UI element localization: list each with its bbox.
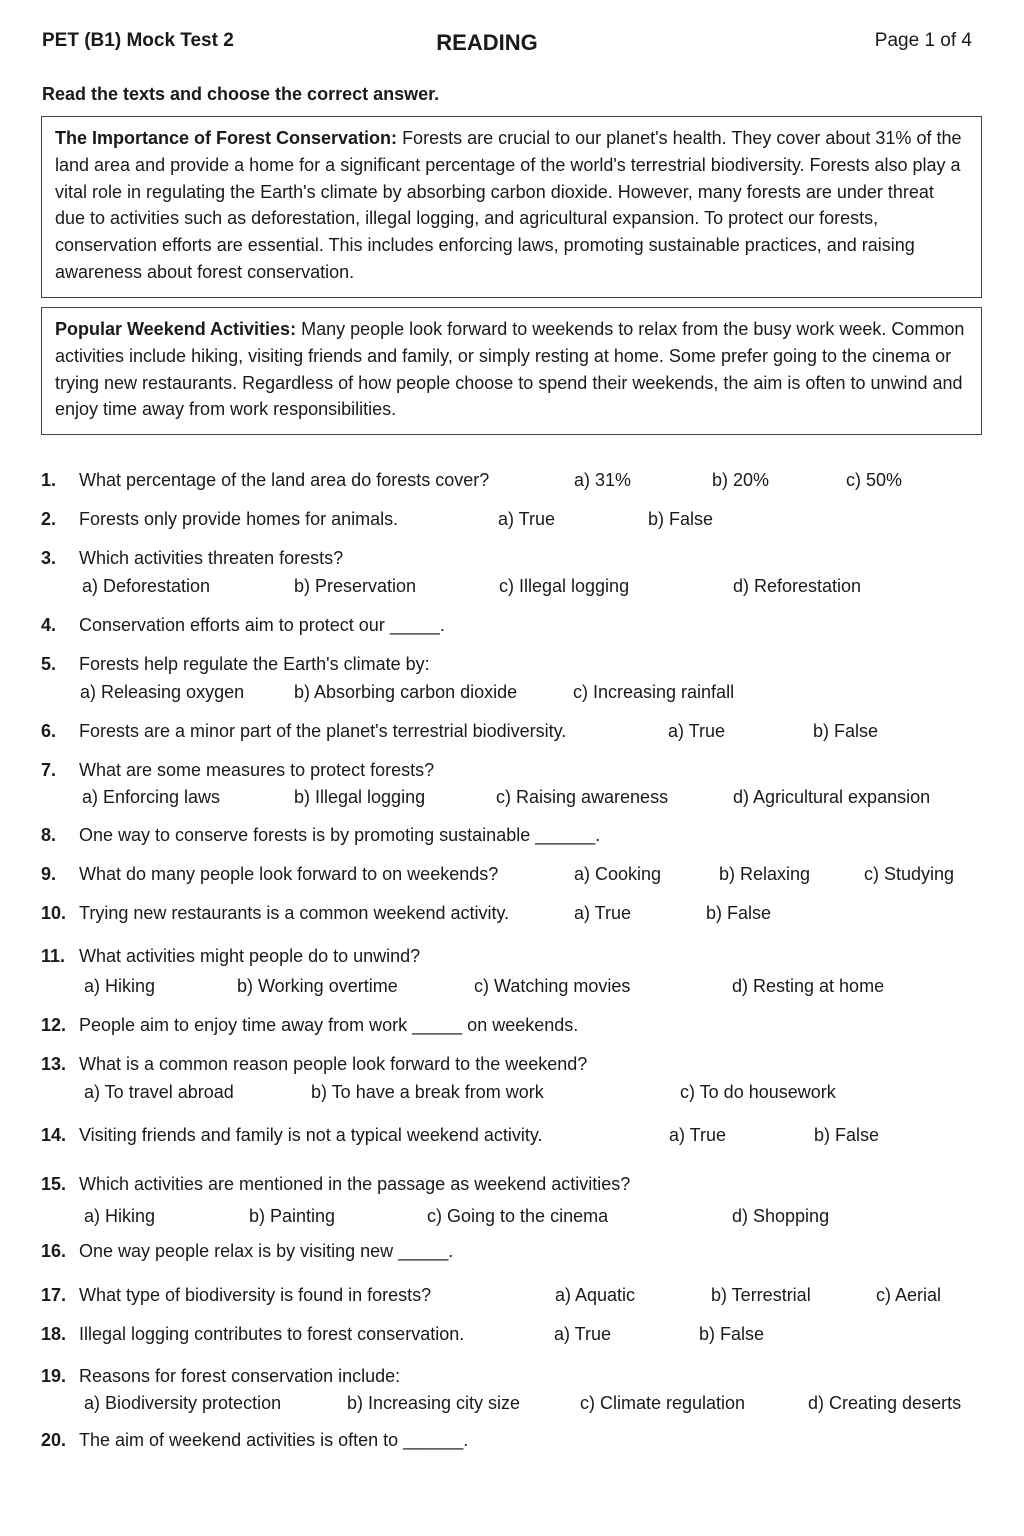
- answer-option[interactable]: d) Shopping: [732, 1206, 830, 1226]
- answer-option[interactable]: d) Resting at home: [732, 976, 885, 996]
- answer-option[interactable]: b) False: [813, 721, 879, 741]
- instructions: Read the texts and choose the correct answer.: [42, 84, 440, 104]
- question-number: 19.: [41, 1366, 67, 1386]
- answer-option[interactable]: c) To do housework: [680, 1082, 836, 1102]
- question-number: 8.: [41, 825, 57, 845]
- answer-option[interactable]: a) 31%: [574, 470, 632, 490]
- answer-option[interactable]: b) False: [706, 903, 772, 923]
- answer-option[interactable]: a) True: [668, 721, 726, 741]
- question-number: 6.: [41, 721, 57, 741]
- question-text: What is a common reason people look forward to the weekend?: [79, 1054, 588, 1074]
- answer-option[interactable]: c) Increasing rainfall: [573, 682, 735, 702]
- answer-option[interactable]: a) Hiking: [84, 976, 156, 996]
- question-number: 4.: [41, 615, 57, 635]
- answer-option[interactable]: c) 50%: [846, 470, 903, 490]
- question-number: 18.: [41, 1324, 67, 1344]
- passage-title: The Importance of Forest Conservation:: [55, 128, 398, 148]
- answer-option[interactable]: b) Painting: [249, 1206, 336, 1226]
- question-text: What are some measures to protect forests?: [79, 760, 435, 780]
- answer-option[interactable]: c) Aerial: [876, 1285, 942, 1305]
- answer-option[interactable]: d) Agricultural expansion: [733, 787, 931, 807]
- question-number: 9.: [41, 864, 57, 884]
- answer-option[interactable]: c) Raising awareness: [496, 787, 669, 807]
- question-number: 11.: [41, 946, 66, 966]
- answer-option[interactable]: a) True: [498, 509, 556, 529]
- answer-option[interactable]: c) Climate regulation: [580, 1393, 746, 1413]
- question-number: 17.: [41, 1285, 67, 1305]
- answer-option[interactable]: b) Working overtime: [237, 976, 398, 996]
- answer-option[interactable]: a) Enforcing laws: [82, 787, 221, 807]
- question-text: One way people relax is by visiting new _____.: [79, 1241, 454, 1261]
- question-text: Trying new restaurants is a common weekend activity.: [79, 903, 510, 923]
- question-text: Which activities threaten forests?: [79, 548, 344, 568]
- answer-option[interactable]: b) Preservation: [294, 576, 417, 596]
- answer-option[interactable]: b) False: [648, 509, 714, 529]
- answer-option[interactable]: b) Absorbing carbon dioxide: [294, 682, 518, 702]
- passage-title: Popular Weekend Activities:: [55, 319, 297, 339]
- answer-option[interactable]: a) Deforestation: [82, 576, 211, 596]
- passage-text: Forests are crucial to our planet's health. They cover about 31% of the land area and provide a home for a significant percentage of the world's terrestrial biodiversity. Forests also play a vital role in regulating the Earth's climate by absorbing carbon dioxide. However, many forests are under threat due to activities such as deforestation, illegal logging, and agricultural expansion. To protect our forests, conservation efforts are essential. This includes enforcing laws, promoting sustainable practices, and raising awareness about forest conservation.: [55, 128, 962, 282]
- question-text: Forests help regulate the Earth's climate by:: [79, 654, 430, 674]
- question-number: 2.: [41, 509, 57, 529]
- answer-option[interactable]: c) Illegal logging: [499, 576, 630, 596]
- question-text: One way to conserve forests is by promoting sustainable ______.: [79, 825, 601, 845]
- question-number: 1.: [41, 470, 57, 490]
- answer-option[interactable]: a) True: [574, 903, 632, 923]
- question-text: Forests are a minor part of the planet's terrestrial biodiversity.: [79, 721, 567, 741]
- question-text: Conservation efforts aim to protect our _____.: [79, 615, 445, 635]
- question-number: 20.: [41, 1430, 67, 1450]
- answer-option[interactable]: a) Hiking: [84, 1206, 156, 1226]
- answer-option[interactable]: b) To have a break from work: [311, 1082, 544, 1102]
- question-number: 14.: [41, 1125, 67, 1145]
- answer-option[interactable]: b) False: [814, 1125, 880, 1145]
- answer-option[interactable]: b) Increasing city size: [347, 1393, 521, 1413]
- question-text: Which activities are mentioned in the passage as weekend activities?: [79, 1174, 631, 1194]
- question-text: People aim to enjoy time away from work _____ on weekends.: [79, 1015, 579, 1035]
- question-text: What percentage of the land area do forests cover?: [79, 470, 490, 490]
- answer-option[interactable]: b) Terrestrial: [711, 1285, 811, 1305]
- passage-text: Many people look forward to weekends to relax from the busy work week. Common activities include hiking, visiting friends and family, or simply resting at home. Some prefer going to the cinema or trying new restaurants. Regardless of how people choose to spend their weekends, the aim is often to unwind and enjoy time away from work responsibilities.: [55, 319, 965, 420]
- answer-option[interactable]: b) Relaxing: [719, 864, 811, 884]
- question-text: Reasons for forest conservation include:: [79, 1366, 401, 1386]
- answer-option[interactable]: a) True: [669, 1125, 727, 1145]
- question-text: Forests only provide homes for animals.: [79, 509, 399, 529]
- answer-option[interactable]: a) True: [554, 1324, 612, 1344]
- passage-forest: [41, 116, 982, 298]
- answer-option[interactable]: d) Reforestation: [733, 576, 862, 596]
- question-text: Visiting friends and family is not a typical weekend activity.: [79, 1125, 543, 1145]
- question-number: 13.: [41, 1054, 67, 1074]
- answer-option[interactable]: a) Aquatic: [555, 1285, 636, 1305]
- answer-option[interactable]: a) Cooking: [574, 864, 662, 884]
- answer-option[interactable]: d) Creating deserts: [808, 1393, 962, 1413]
- question-number: 7.: [41, 760, 57, 780]
- question-number: 16.: [41, 1241, 67, 1261]
- answer-option[interactable]: b) Illegal logging: [294, 787, 426, 807]
- question-number: 15.: [41, 1174, 67, 1194]
- question-text: The aim of weekend activities is often to ______.: [79, 1430, 469, 1450]
- answer-option[interactable]: a) To travel abroad: [84, 1082, 234, 1102]
- question-text: What do many people look forward to on weekends?: [79, 864, 499, 884]
- answer-option[interactable]: c) Watching movies: [474, 976, 631, 996]
- question-text: Illegal logging contributes to forest conservation.: [79, 1324, 465, 1344]
- answer-option[interactable]: c) Going to the cinema: [427, 1206, 609, 1226]
- question-text: What type of biodiversity is found in forests?: [79, 1285, 432, 1305]
- test-title: PET (B1) Mock Test 2: [42, 30, 234, 51]
- question-number: 12.: [41, 1015, 67, 1035]
- answer-option[interactable]: b) 20%: [712, 470, 770, 490]
- answer-option[interactable]: a) Biodiversity protection: [84, 1393, 282, 1413]
- question-number: 3.: [41, 548, 57, 568]
- answer-option[interactable]: c) Studying: [864, 864, 955, 884]
- passage-weekend: [41, 307, 982, 435]
- answer-option[interactable]: a) Releasing oxygen: [80, 682, 245, 702]
- section-title: READING: [436, 30, 538, 55]
- page-number: Page 1 of 4: [874, 30, 972, 51]
- question-text: What activities might people do to unwind?: [79, 946, 421, 966]
- question-number: 5.: [41, 654, 57, 674]
- question-number: 10.: [41, 903, 67, 923]
- answer-option[interactable]: b) False: [699, 1324, 765, 1344]
